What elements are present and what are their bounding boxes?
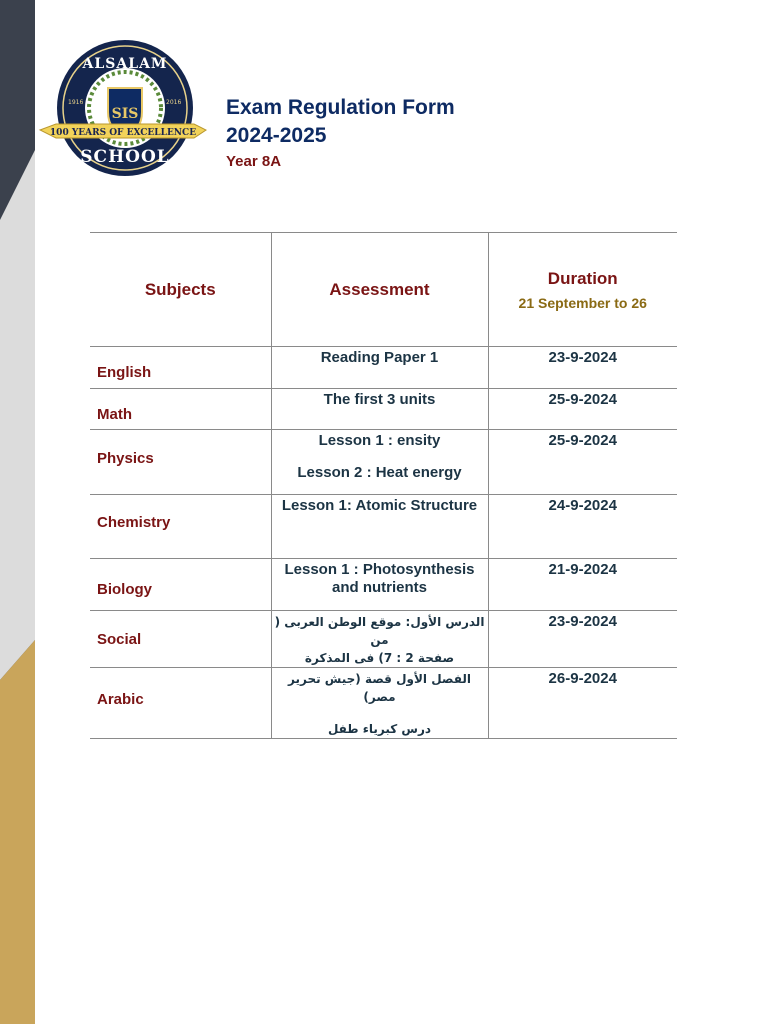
subject-cell: Biology [90,559,271,611]
table-row [90,611,677,668]
duration-header [488,233,677,347]
logo-bottom-text: SCHOOL [80,147,170,167]
assessment-header: Assessment [271,233,488,347]
date-cell: 25-9-2024 [488,430,677,495]
table-row [90,668,677,739]
date-cell: 21-9-2024 [488,559,677,611]
logo-ribbon-text: 100 YEARS OF EXCELLENCE [49,128,197,138]
assessment-line: Lesson 1 : ensity [318,432,441,449]
table-row [90,430,677,495]
assessment-line: and nutrients [331,579,427,596]
table-row [90,559,677,611]
assessment-cell [271,668,488,739]
school-logo [38,38,208,183]
assessment-cell [271,559,488,611]
table-row [90,347,677,389]
assessment-line: الفصل الأول قصة (جيش تحرير مصر) [288,672,471,704]
assessment-line: درس كبرياء طفل [327,722,432,736]
subjects-header: Subjects [90,233,271,347]
date-cell: 23-9-2024 [488,347,677,389]
assessment-cell: Reading Paper 1 [271,347,488,389]
subject-cell: English [90,347,271,389]
table-row [90,495,677,559]
logo-monogram: SIS [111,106,139,122]
subject-cell: Arabic [90,668,271,739]
assessment-cell: The first 3 units [271,389,488,430]
assessment-cell [271,611,488,668]
subject-cell: Social [90,611,271,668]
date-cell: 23-9-2024 [488,611,677,668]
logo-year-right: 2016 [166,99,182,106]
subject-cell: Math [90,389,271,430]
date-cell: 26-9-2024 [488,668,677,739]
table-header-row [90,233,677,347]
form-header [226,94,455,172]
exam-schedule-table [90,232,677,739]
table-row [90,389,677,430]
page-title: Exam Regulation Form [226,96,455,119]
assessment-cell: Lesson 1: Atomic Structure [271,495,488,559]
logo-year-left: 1916 [68,99,84,106]
subject-cell: Physics [90,430,271,495]
assessment-line: Lesson 1 : Photosynthesis [284,561,475,578]
academic-year: 2024-2025 [226,124,327,147]
subject-cell: Chemistry [90,495,271,559]
decorative-side-strip [0,0,35,1024]
class-label: Year 8A [226,153,282,170]
duration-header-label: Duration [547,268,618,288]
duration-range: 21 September to 26 [518,294,647,311]
assessment-line: الدرس الأول: موقع الوطن العربى ( من [274,615,485,647]
assessment-line: صفحة 2 : 7) فى المذكرة [304,651,455,665]
logo-top-text: ALSALAM [82,56,168,72]
assessment-cell [271,430,488,495]
date-cell: 25-9-2024 [488,389,677,430]
assessment-line: Lesson 2 : Heat energy [297,464,462,481]
date-cell: 24-9-2024 [488,495,677,559]
